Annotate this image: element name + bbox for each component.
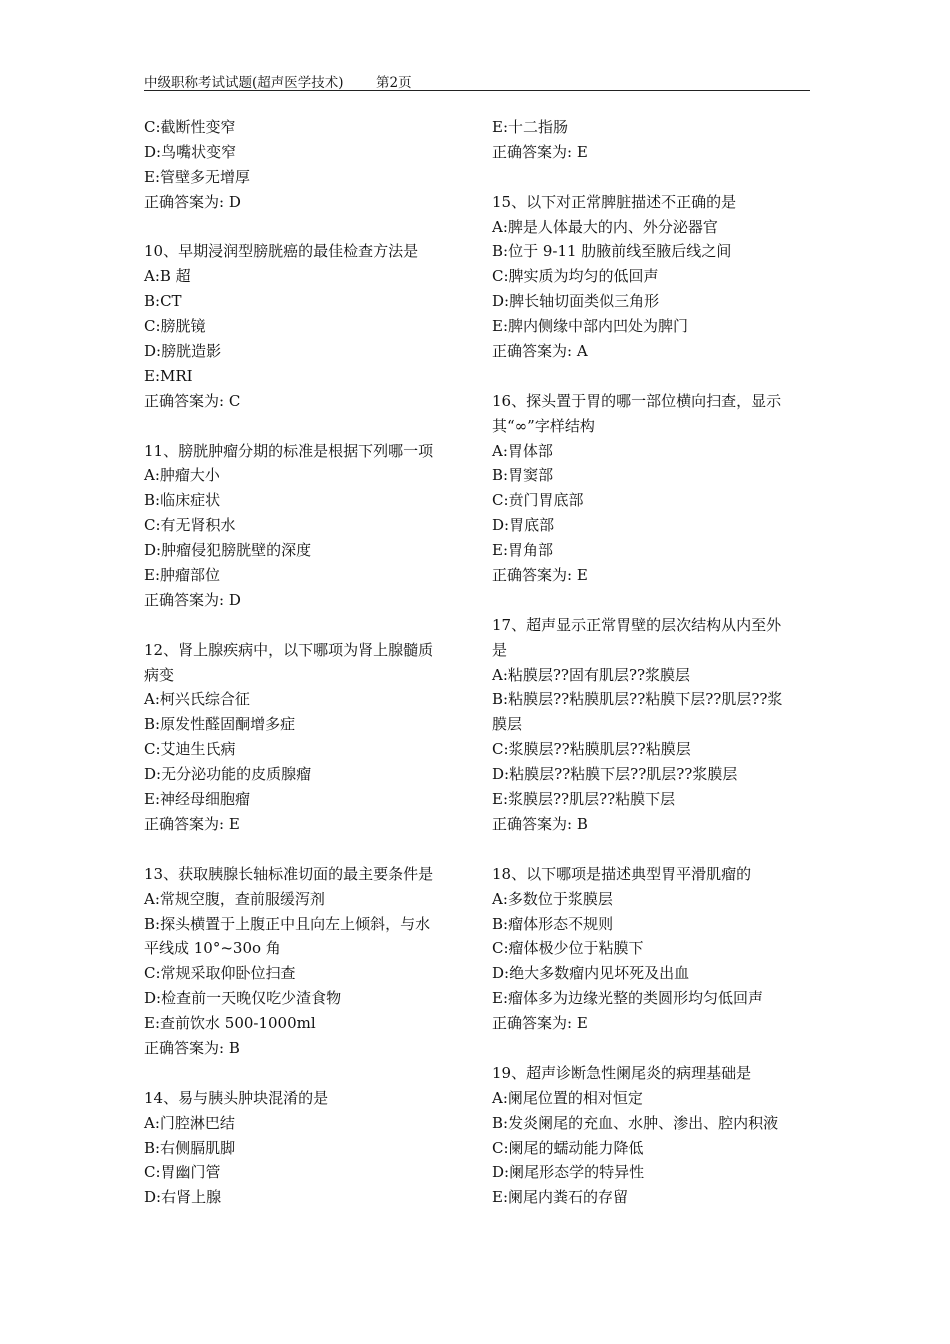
option-line: E:MRI <box>144 366 193 385</box>
option-line: D:鸟嘴状变窄 <box>144 142 237 161</box>
answer-line: 正确答案为: E <box>492 566 588 585</box>
option-line: C:脾实质为均匀的低回声 <box>492 267 659 286</box>
answer-line: 正确答案为: B <box>144 1038 240 1057</box>
option-line: C:胃幽门管 <box>144 1163 221 1182</box>
option-line: C:艾迪生氏病 <box>144 740 236 759</box>
option-line: B:原发性醛固酮增多症 <box>144 715 296 734</box>
option-line: E:胃角部 <box>492 541 554 560</box>
answer-line: 正确答案为: E <box>492 1014 588 1033</box>
text-line: 其“∞”字样结构 <box>492 416 595 435</box>
option-line: A:脾是人体最大的内、外分泌器官 <box>492 217 718 236</box>
option-line: C:常规采取仰卧位扫查 <box>144 964 296 983</box>
text-line: 是 <box>492 640 508 659</box>
text-line: 膜层 <box>492 715 523 734</box>
option-line: B:粘膜层??粘膜肌层??粘膜下层??肌层??浆 <box>492 690 783 709</box>
option-line: D:粘膜层??粘膜下层??肌层??浆膜层 <box>492 765 738 784</box>
option-line: E:十二指肠 <box>492 118 569 136</box>
option-line: A:肿瘤大小 <box>144 466 220 485</box>
header-title: 中级职称考试试题(超声医学技术) <box>144 75 344 91</box>
answer-line: 正确答案为: D <box>144 192 241 211</box>
option-line: B:胃窦部 <box>492 466 554 485</box>
option-line: E:肿瘤部位 <box>144 566 221 585</box>
answer-line: 正确答案为: A <box>492 342 588 361</box>
blank-line <box>144 837 466 862</box>
question-line: 18、以下哪项是描述典型胃平滑肌瘤的 <box>492 864 752 883</box>
blank-line <box>492 364 812 389</box>
option-line: B:位于 9-11 肋腋前线至腋后线之间 <box>492 242 732 261</box>
option-line: A:常规空腹，查前服缓泻剂 <box>144 889 325 908</box>
option-line: E:浆膜层??肌层??粘膜下层 <box>492 790 676 809</box>
question-line: 12、肾上腺疾病中，以下哪项为肾上腺髓质 <box>144 640 434 659</box>
option-line: B:临床症状 <box>144 491 221 510</box>
text-line: 平线成 10°~30o 角 <box>144 939 281 958</box>
option-line: E:脾内侧缘中部内凹处为脾门 <box>492 317 689 336</box>
left-column <box>144 115 466 1210</box>
option-line: B:探头横置于上腹正中且向左上倾斜，与水 <box>144 914 431 933</box>
blank-line <box>144 613 466 638</box>
option-line: D:无分泌功能的皮质腺瘤 <box>144 765 312 784</box>
answer-line: 正确答案为: E <box>144 814 240 833</box>
text-line: 病变 <box>144 665 175 684</box>
option-line: C:瘤体极少位于粘膜下 <box>492 939 644 958</box>
option-line: A:多数位于浆膜层 <box>492 889 613 908</box>
blank-line <box>492 837 812 862</box>
blank-line <box>144 215 466 240</box>
option-line: E:瘤体多为边缘光整的类圆形均匀低回声 <box>492 989 764 1008</box>
option-line: D:阑尾形态学的特异性 <box>492 1163 645 1182</box>
option-line: B:右侧膈肌脚 <box>144 1138 236 1157</box>
option-line: A:门腔淋巴结 <box>144 1113 235 1132</box>
option-line: C:浆膜层??粘膜肌层??粘膜层 <box>492 740 691 759</box>
option-line: E:阑尾内粪石的存留 <box>492 1188 629 1207</box>
option-line: C:膀胱镜 <box>144 317 206 336</box>
option-line: A:胃体部 <box>492 441 553 460</box>
option-line: A:B 超 <box>144 267 191 286</box>
question-line: 19、超声诊断急性阑尾炎的病理基础是 <box>492 1063 752 1082</box>
option-line: B:发炎阑尾的充血、水肿、渗出、腔内积液 <box>492 1113 779 1132</box>
option-line: A:柯兴氏综合征 <box>144 690 250 709</box>
blank-line <box>144 1061 466 1086</box>
option-line: D:绝大多数瘤内见坏死及出血 <box>492 964 690 983</box>
option-line: B:CT <box>144 292 182 311</box>
option-line: B:瘤体形态不规则 <box>492 914 614 933</box>
option-line: A:粘膜层??固有肌层??浆膜层 <box>492 665 691 684</box>
question-line: 15、以下对正常脾脏描述不正确的是 <box>492 192 737 211</box>
answer-line: 正确答案为: E <box>492 142 588 161</box>
question-line: 16、探头置于胃的哪一部位横向扫查，显示 <box>492 391 782 410</box>
option-line: D:肿瘤侵犯膀胱壁的深度 <box>144 541 312 560</box>
option-line: C:截断性变窄 <box>144 118 236 136</box>
blank-line <box>492 588 812 613</box>
option-line: D:胃底部 <box>492 516 555 535</box>
blank-line <box>492 1036 812 1061</box>
answer-line: 正确答案为: D <box>144 590 241 609</box>
option-line: D:膀胱造影 <box>144 342 222 361</box>
blank-line <box>492 165 812 190</box>
option-line: D:检查前一天晚仅吃少渣食物 <box>144 989 342 1008</box>
option-line: E:管壁多无增厚 <box>144 167 251 186</box>
right-column <box>492 115 812 1210</box>
option-line: E:查前饮水 500-1000ml <box>144 1014 316 1033</box>
option-line: E:神经母细胞瘤 <box>144 790 251 809</box>
option-line: D:脾长轴切面类似三角形 <box>492 292 660 311</box>
question-line: 10、早期浸润型膀胱癌的最佳检查方法是 <box>144 242 419 261</box>
answer-line: 正确答案为: B <box>492 814 588 833</box>
option-line: C:贲门胃底部 <box>492 491 584 510</box>
option-line: C:有无肾积水 <box>144 516 236 535</box>
question-line: 13、获取胰腺长轴标准切面的最主要条件是 <box>144 864 434 883</box>
answer-line: 正确答案为: C <box>144 391 241 410</box>
option-line: C:阑尾的蠕动能力降低 <box>492 1138 644 1157</box>
question-line: 14、易与胰头肿块混淆的是 <box>144 1088 329 1107</box>
blank-line <box>144 414 466 439</box>
question-line: 17、超声显示正常胃壁的层次结构从内至外 <box>492 615 782 634</box>
option-line: D:右肾上腺 <box>144 1188 222 1207</box>
page-header <box>144 70 810 91</box>
header-page-number: 第2页 <box>376 75 412 91</box>
option-line: A:阑尾位置的相对恒定 <box>492 1088 643 1107</box>
question-line: 11、膀胱肿瘤分期的标准是根据下列哪一项 <box>144 441 434 460</box>
